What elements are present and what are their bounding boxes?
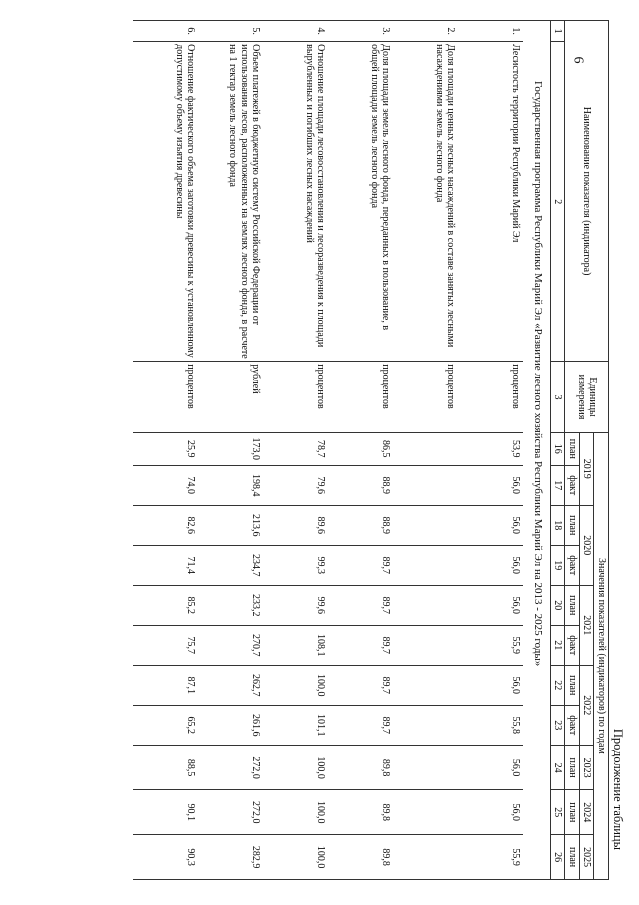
header-plan: план [565, 835, 580, 880]
header-plan: план [565, 745, 580, 790]
page-number: 6 [570, 56, 586, 64]
value-cell: 262,7 [198, 665, 263, 705]
value-cell: 100,0 [263, 790, 328, 835]
header-indicator-name: Наименование показателя (индикатора) [565, 21, 609, 362]
indicator-name: Лесистость территории Республики Марий Эл [458, 42, 523, 362]
header-year: 2021 [580, 585, 595, 665]
value-cell: 198,4 [198, 465, 263, 505]
row-number: 4. [263, 21, 328, 42]
value-cell: 89,7 [328, 705, 393, 745]
value-cell: 282,9 [198, 835, 263, 880]
value-cell: 74,0 [133, 465, 198, 505]
indicators-table [133, 20, 609, 880]
indicator-name: Доля площади ценных лесных насаждений в составе занятых лесными насаждениями земель лесного фонда [393, 42, 458, 362]
value-cell: 89,8 [328, 745, 393, 790]
indicator-unit: процентов [133, 362, 198, 433]
row-number: 2. [393, 21, 458, 42]
value-cell [393, 432, 458, 465]
table-row [393, 21, 458, 880]
indicator-unit: процентов [328, 362, 393, 433]
column-number: 17 [551, 465, 566, 505]
column-number: 24 [551, 745, 566, 790]
value-cell: 108,1 [263, 625, 328, 665]
value-cell: 173,0 [198, 432, 263, 465]
value-cell: 233,2 [198, 585, 263, 625]
value-cell: 90,1 [133, 790, 198, 835]
indicator-unit: процентов [263, 362, 328, 433]
value-cell: 71,4 [133, 545, 198, 585]
value-cell: 56,0 [458, 745, 523, 790]
program-title-row [523, 21, 550, 880]
table-row [133, 21, 198, 880]
program-title: Государственная программа Республики Марий Эл «Развитие лесного хозяйства Республики Марий Эл на 2013 - 2025 годы» [523, 21, 550, 880]
value-cell: 272,0 [198, 745, 263, 790]
value-cell: 87,1 [133, 665, 198, 705]
table-row [263, 21, 328, 880]
column-number: 22 [551, 665, 566, 705]
value-cell: 213,6 [198, 505, 263, 545]
header-plan: план [565, 505, 580, 545]
value-cell: 55,9 [458, 835, 523, 880]
value-cell [393, 790, 458, 835]
value-cell: 89,7 [328, 625, 393, 665]
value-cell: 79,6 [263, 465, 328, 505]
value-cell: 99,3 [263, 545, 328, 585]
header-fact: факт [565, 545, 580, 585]
value-cell: 89,8 [328, 835, 393, 880]
column-numbers-row [551, 21, 566, 880]
value-cell: 89,7 [328, 585, 393, 625]
value-cell [393, 665, 458, 705]
table-row [458, 21, 523, 880]
value-cell: 85,2 [133, 585, 198, 625]
indicator-unit: рублей [198, 362, 263, 433]
value-cell: 78,7 [263, 432, 328, 465]
indicator-name: Объем платежей в бюджетную систему Российской Федерации от использования лесов, расположенных на землях лесного фонда, в расчете на 1 гектар земель лесного фонда [198, 42, 263, 362]
column-number: 18 [551, 505, 566, 545]
indicator-name: Отношение фактического объема заготовки древесины к установленному допустимому объему изъятия древесины [133, 42, 198, 362]
header-year: 2023 [580, 745, 595, 790]
table-row [328, 21, 393, 880]
header-year: 2020 [580, 505, 595, 585]
landscape-content [160, 20, 625, 880]
column-number: 3 [551, 362, 566, 433]
value-cell: 82,6 [133, 505, 198, 545]
value-cell: 75,7 [133, 625, 198, 665]
value-cell: 234,7 [198, 545, 263, 585]
column-number: 23 [551, 705, 566, 745]
column-number: 20 [551, 585, 566, 625]
header-unit: Единицы измерения [565, 362, 609, 433]
value-cell: 88,5 [133, 745, 198, 790]
column-number: 21 [551, 625, 566, 665]
value-cell: 100,0 [263, 745, 328, 790]
header-year: 2025 [580, 835, 595, 880]
column-number: 16 [551, 432, 566, 465]
value-cell: 88,9 [328, 465, 393, 505]
header-plan: план [565, 585, 580, 625]
row-number: 5. [198, 21, 263, 42]
value-cell: 261,6 [198, 705, 263, 745]
value-cell: 270,7 [198, 625, 263, 665]
value-cell: 56,0 [458, 585, 523, 625]
value-cell: 100,0 [263, 835, 328, 880]
header-plan: план [565, 432, 580, 465]
row-number: 1. [458, 21, 523, 42]
value-cell [393, 465, 458, 505]
value-cell: 272,0 [198, 790, 263, 835]
value-cell: 86,5 [328, 432, 393, 465]
value-cell: 88,9 [328, 505, 393, 545]
column-number: 26 [551, 835, 566, 880]
header-fact: факт [565, 705, 580, 745]
value-cell: 56,0 [458, 505, 523, 545]
value-cell [393, 625, 458, 665]
continuation-title: Продолжение таблицы [611, 728, 625, 850]
value-cell: 53,9 [458, 432, 523, 465]
indicator-name: Доля площади земель лесного фонда, переданных в пользование, в общей площади земель лесного фонда [328, 42, 393, 362]
header-year: 2019 [580, 432, 595, 505]
value-cell: 56,0 [458, 790, 523, 835]
value-cell: 55,9 [458, 625, 523, 665]
value-cell: 100,0 [263, 665, 328, 705]
value-cell [393, 585, 458, 625]
value-cell: 90,3 [133, 835, 198, 880]
value-cell: 55,8 [458, 705, 523, 745]
row-number: 3. [328, 21, 393, 42]
header-year: 2024 [580, 790, 595, 835]
value-cell: 101,1 [263, 705, 328, 745]
value-cell [393, 745, 458, 790]
header-values: Значения показателей (индикаторов) по годам [594, 432, 609, 879]
value-cell [393, 835, 458, 880]
table-body [133, 21, 550, 880]
header-year: 2022 [580, 665, 595, 745]
indicator-unit: процентов [393, 362, 458, 433]
header-plan: план [565, 790, 580, 835]
header-fact: факт [565, 465, 580, 505]
value-cell: 89,7 [328, 665, 393, 705]
indicator-name: Отношение площади лесовосстановления и лесоразведения к площади вырубленных и погибших лесных насаждений [263, 42, 328, 362]
value-cell: 99,6 [263, 585, 328, 625]
column-number: 19 [551, 545, 566, 585]
value-cell: 56,0 [458, 465, 523, 505]
value-cell: 89,8 [328, 790, 393, 835]
header-fact: факт [565, 625, 580, 665]
value-cell [393, 545, 458, 585]
table-row [198, 21, 263, 880]
value-cell: 65,2 [133, 705, 198, 745]
value-cell [393, 505, 458, 545]
column-number: 25 [551, 790, 566, 835]
value-cell: 56,0 [458, 665, 523, 705]
column-number: 1 [551, 21, 566, 42]
value-cell [393, 705, 458, 745]
indicator-unit: процентов [458, 362, 523, 433]
value-cell: 89,7 [328, 545, 393, 585]
value-cell: 56,0 [458, 545, 523, 585]
header-plan: план [565, 665, 580, 705]
value-cell: 25,9 [133, 432, 198, 465]
column-number: 2 [551, 42, 566, 362]
value-cell: 89,6 [263, 505, 328, 545]
row-number: 6. [133, 21, 198, 42]
